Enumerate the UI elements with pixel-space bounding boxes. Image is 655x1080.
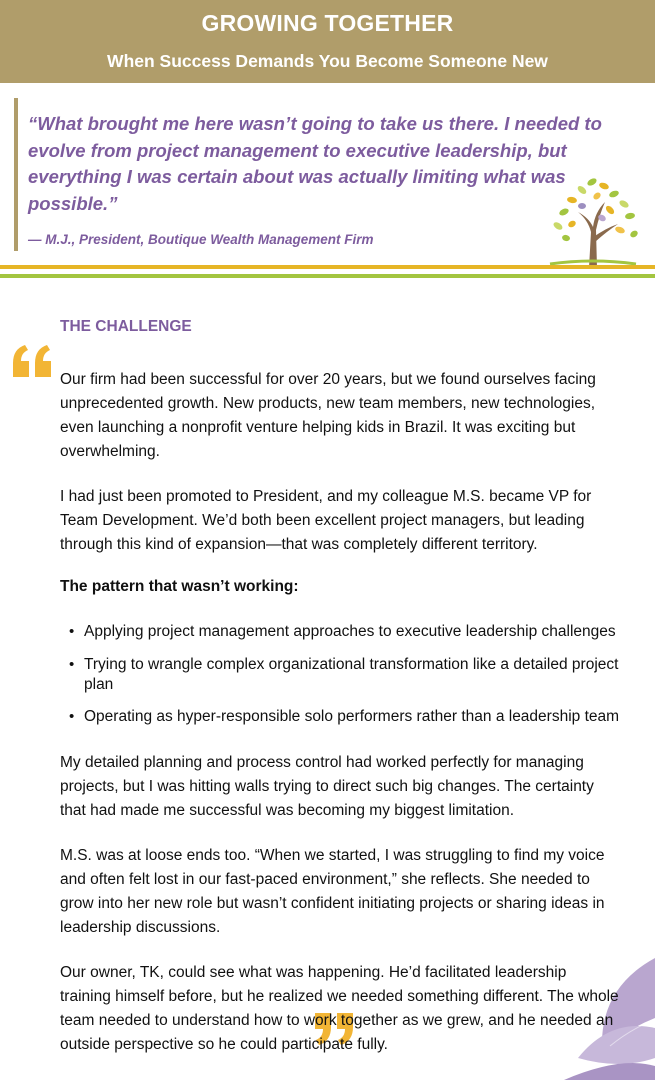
quote-accent-bar <box>14 98 18 251</box>
challenge-section <box>60 318 620 1078</box>
list-item-text: Trying to wrangle complex organizational transformation like a detailed project plan <box>84 655 619 693</box>
body-paragraph: I had just been promoted to President, and my colleague M.S. became VP for Team Development. We’d both been excellent project managers, but leading through this kind of expansion—that was completely different territory. <box>60 488 592 553</box>
divider-yellow <box>0 265 655 269</box>
list-item <box>60 622 620 642</box>
list-item-text: Operating as hyper-responsible solo performers rather than a leadership team <box>84 708 620 725</box>
tree-icon <box>542 172 642 268</box>
bullet-icon: • <box>69 623 75 640</box>
open-quote-icon <box>11 343 55 379</box>
pattern-heading: The pattern that wasn’t working: <box>60 578 299 595</box>
page-title: GROWING TOGETHER <box>201 10 454 36</box>
list-item <box>60 655 620 695</box>
bullet-icon: • <box>69 708 75 725</box>
testimonial-attribution: — M.J., President, Boutique Wealth Management Firm <box>28 232 374 247</box>
section-heading: THE CHALLENGE <box>60 318 192 335</box>
body-paragraph: Our firm had been successful for over 20 years, but we found ourselves facing unprecedented growth. New products, new team members, new technologies, even launching a nonprofit venture helping kids in Brazil. It was exciting but overwhelming. <box>60 371 596 460</box>
pattern-list <box>60 622 620 727</box>
header-banner <box>0 0 655 83</box>
body-paragraph: My detailed planning and process control had worked perfectly for managing projects, but I was hitting walls trying to direct such big changes. The certainty that had made me successful was becoming my biggest limitation. <box>60 754 594 819</box>
page-subtitle: When Success Demands You Become Someone New <box>107 51 548 71</box>
list-item-text: Applying project management approaches to executive leadership challenges <box>84 623 616 640</box>
list-item <box>60 707 620 727</box>
body-paragraph: M.S. was at loose ends too. “When we started, I was struggling to find my voice and often felt lost in our fast-paced environment,” she reflects. She needed to grow into her new role but wasn’t confident initiating projects or sharing ideas in leadership discussions. <box>60 847 605 936</box>
body-paragraph: Our owner, TK, could see what was happening. He’d facilitated leadership training himself before, but he realized we needed something different. The whole team needed to understand how to work together as we grew, and he needed an outside perspective so he could participate fully. <box>60 964 619 1053</box>
divider-green <box>0 274 655 278</box>
bullet-icon: • <box>69 655 75 673</box>
testimonial-quote: “What brought me here wasn’t going to take us there. I needed to evolve from project management to executive leadership, but everything I was certain about was actually limiting what was possible.” <box>28 113 602 214</box>
